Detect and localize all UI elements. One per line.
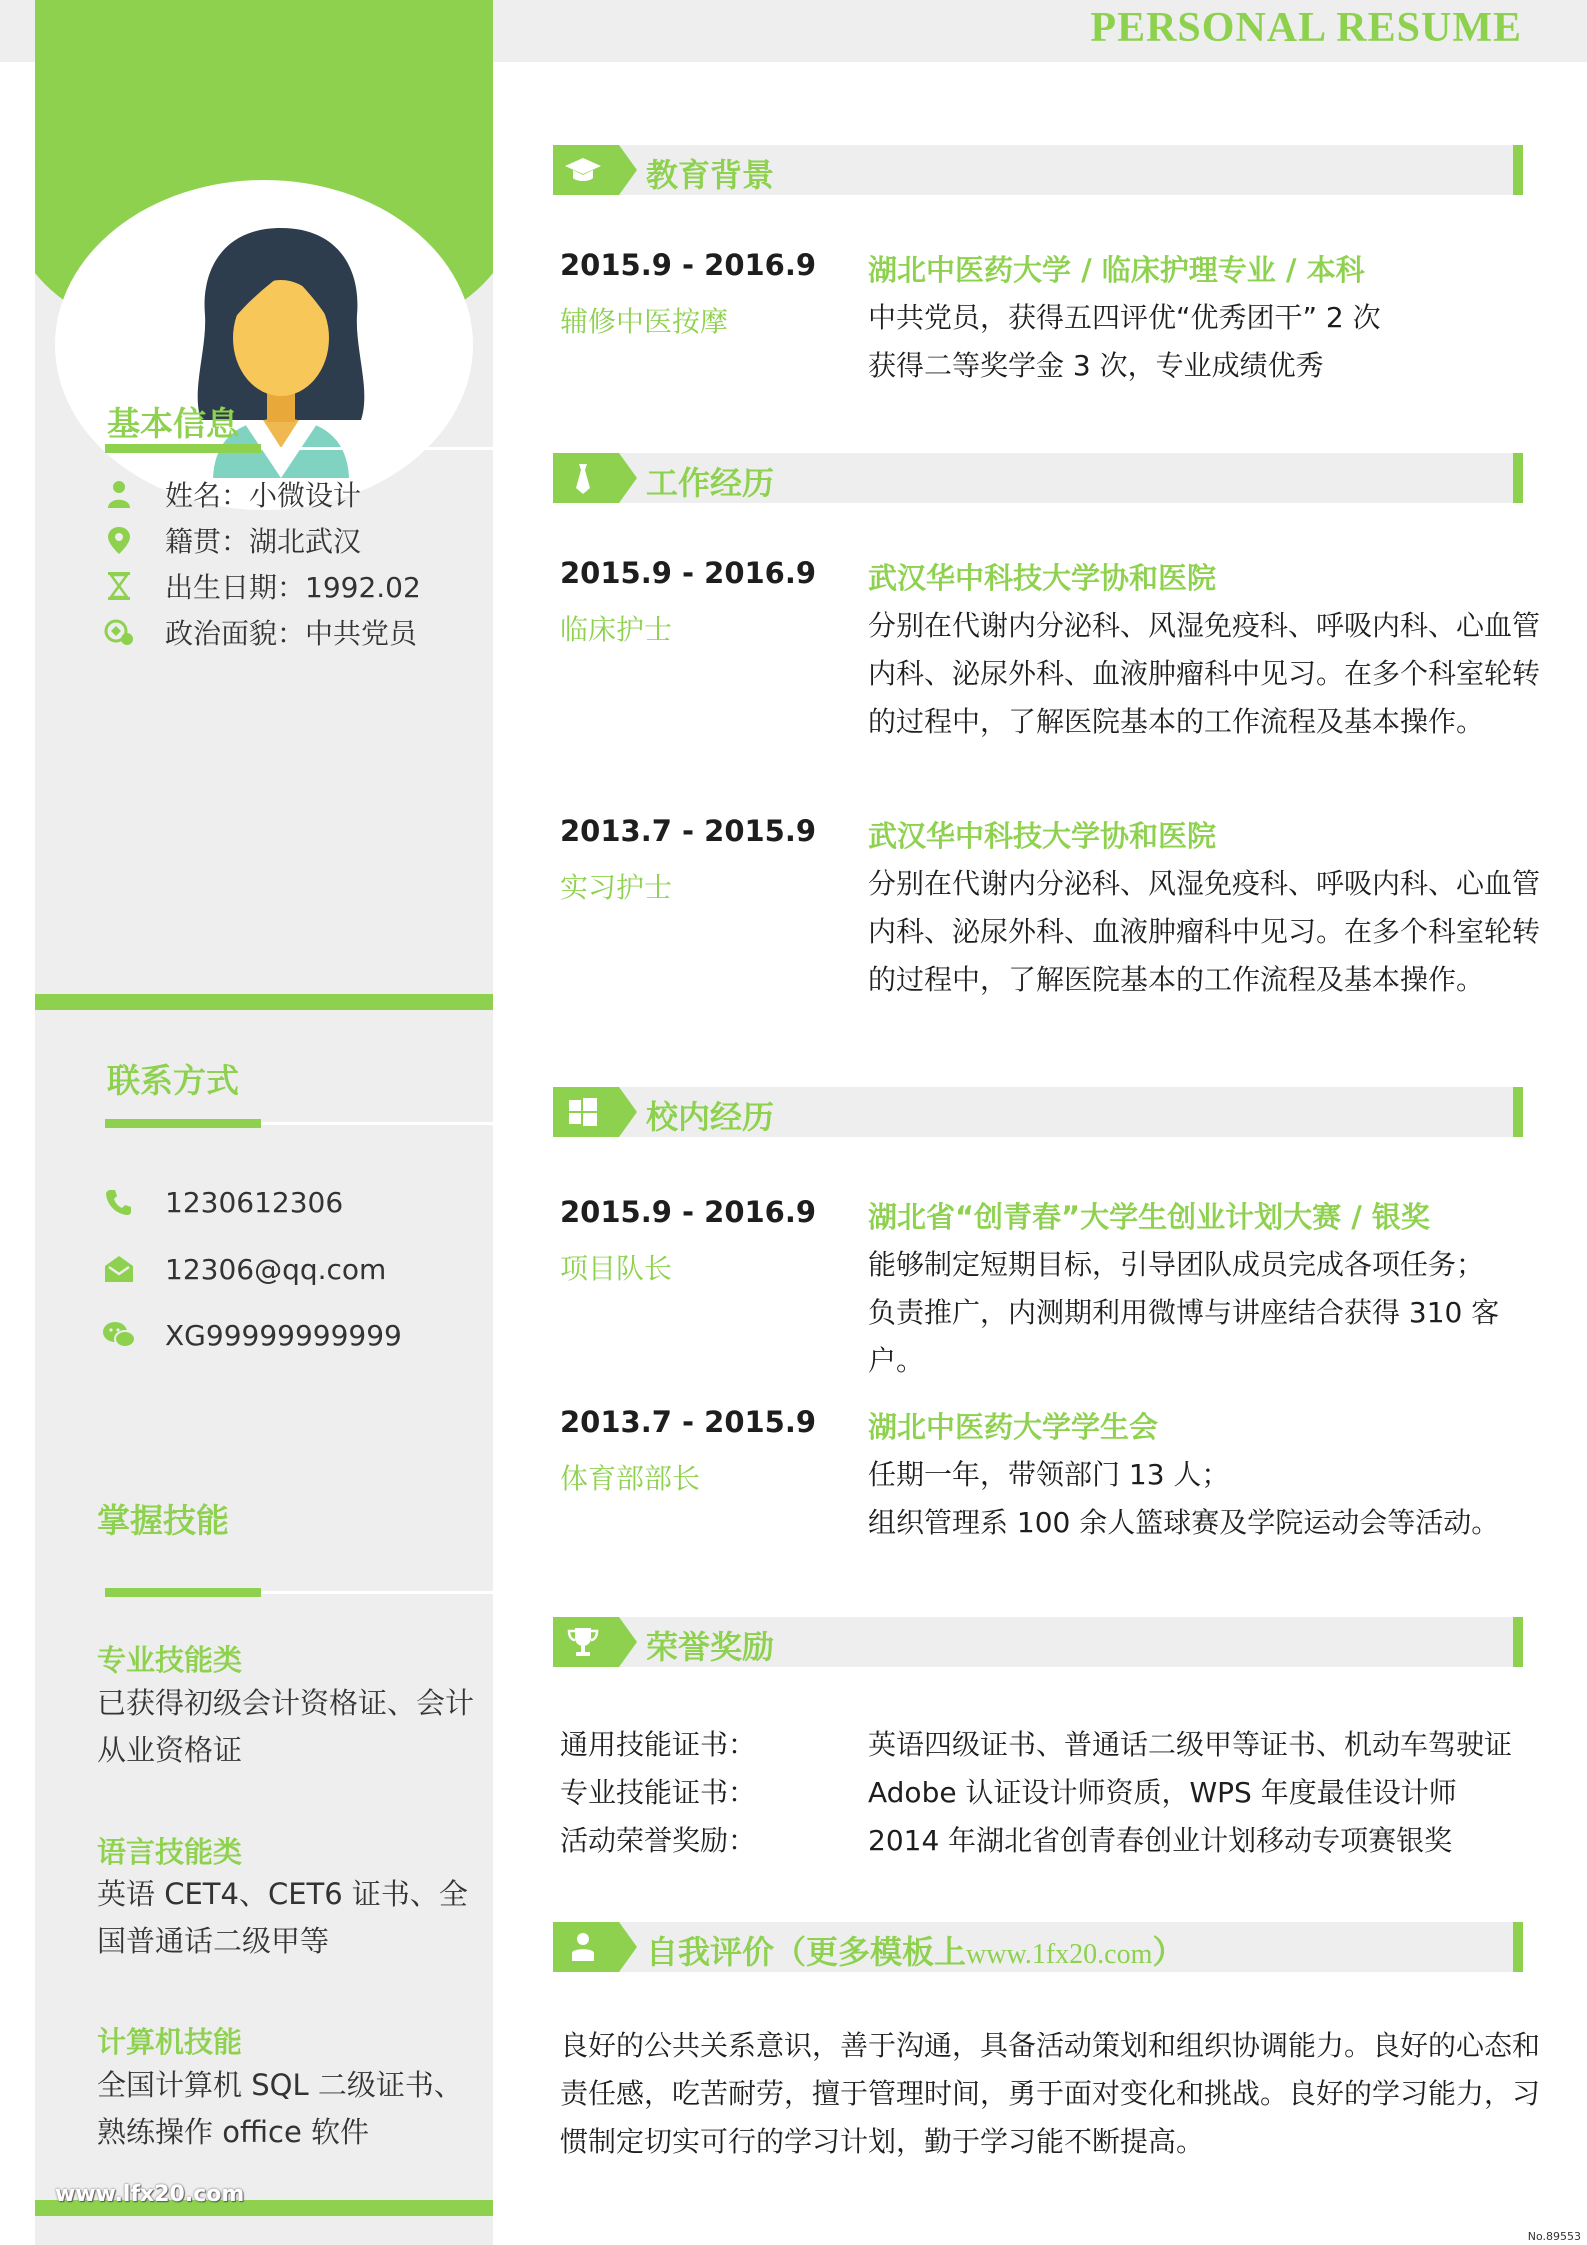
entry-desc-line: 的过程中，了解医院基本的工作流程及基本操作。 <box>868 705 1485 738</box>
info-name <box>97 472 361 516</box>
entry-desc-line: 负责推广，内测期利用微博与讲座结合获得 310 客户。 <box>868 1296 1500 1377</box>
entry-desc <box>868 860 1548 1004</box>
contact-phone-text: 1230612306 <box>165 1185 344 1219</box>
contact-email <box>97 1247 386 1291</box>
entry-date: 2013.7 - 2015.9 <box>560 1405 817 1439</box>
section-campus <box>553 1087 1523 1137</box>
tie-icon <box>563 458 603 498</box>
contact-wechat-text: XG99999999999 <box>165 1318 402 1352</box>
section-title-end: ） <box>1152 1933 1185 1971</box>
contact-email-text: 12306@qq.com <box>165 1252 387 1286</box>
hourglass-icon <box>97 564 141 608</box>
honor-value: 2014 年湖北省创青春创业计划移动专项赛银奖 <box>868 1824 1453 1857</box>
graduation-cap-icon <box>563 150 603 190</box>
contact-underline <box>105 1122 493 1125</box>
info-origin-text: 籍贯：湖北武汉 <box>165 525 362 558</box>
skills-heading: 掌握技能 <box>97 1501 229 1540</box>
entry-desc-line: 内科、泌尿外科、血液肿瘤科中见习。在多个科室轮转 <box>868 915 1541 948</box>
skill-group-title: 专业技能类 <box>97 1643 243 1677</box>
info-political <box>97 610 417 654</box>
entry-desc <box>868 602 1548 746</box>
entry-desc-line: 分别在代谢内分泌科、风湿免疫科、呼吸内科、心血管 <box>868 867 1541 900</box>
basic-info-heading: 基本信息 <box>107 404 239 443</box>
entry-desc-line: 的过程中，了解医院基本的工作流程及基本操作。 <box>868 963 1485 996</box>
contact-wechat <box>97 1313 402 1357</box>
entry-desc-line: 中共党员，获得五四评优“优秀团干” 2 次 <box>868 301 1381 334</box>
entry-date: 2015.9 - 2016.9 <box>560 248 817 282</box>
section-title: 荣誉奖励 <box>646 1628 775 1666</box>
entry-desc <box>868 294 1548 390</box>
section-title-text: 自我评价（更多模板上 <box>646 1933 967 1971</box>
entry-org: 武汉华中科技大学协和医院 <box>868 819 1217 853</box>
info-birth-text: 出生日期：1992.02 <box>165 571 421 604</box>
entry-org: 湖北中医药大学 / 临床护理专业 / 本科 <box>868 253 1365 287</box>
entry-desc-line: 能够制定短期目标，引导团队成员完成各项任务； <box>868 1248 1485 1281</box>
honor-key: 活动荣誉奖励： <box>560 1824 757 1857</box>
section-honors <box>553 1617 1523 1667</box>
windows-icon <box>563 1092 603 1132</box>
entry-desc <box>868 1241 1548 1385</box>
entry-desc-line: 组织管理系 100 余人篮球赛及学院运动会等活动。 <box>868 1506 1500 1539</box>
contact-phone <box>97 1180 343 1224</box>
entry-date: 2015.9 - 2016.9 <box>560 1195 817 1229</box>
entry-desc-line: 任期一年，带领部门 13 人； <box>868 1458 1230 1491</box>
entry-role: 临床护士 <box>560 613 673 646</box>
info-name-text: 姓名：小微设计 <box>165 479 362 512</box>
section-title: 工作经历 <box>646 464 775 502</box>
entry-role: 项目队长 <box>560 1252 673 1285</box>
skills-underline <box>105 1591 493 1594</box>
skill-group-title: 语言技能类 <box>97 1835 243 1869</box>
sidebar-divider-1 <box>35 994 493 1010</box>
person-icon <box>97 472 141 516</box>
skill-group-title: 计算机技能 <box>97 2025 243 2059</box>
party-icon <box>97 610 141 654</box>
honor-key: 通用技能证书： <box>560 1728 757 1761</box>
page-title: PERSONAL RESUME <box>1090 5 1522 51</box>
info-birth <box>97 564 421 608</box>
skill-group-text: 全国计算机 SQL 二级证书、熟练操作 office 软件 <box>97 2068 463 2149</box>
entry-role: 体育部部长 <box>560 1462 701 1495</box>
section-education <box>553 145 1523 195</box>
mail-icon <box>97 1247 141 1291</box>
section-title <box>646 1927 1184 1973</box>
entry-org: 湖北中医药大学学生会 <box>868 1410 1159 1444</box>
wechat-icon <box>97 1313 141 1357</box>
section-title: 教育背景 <box>646 156 775 194</box>
sidebar <box>35 0 493 2245</box>
entry-role: 辅修中医按摩 <box>560 305 729 338</box>
basic-info-underline <box>105 447 493 450</box>
honor-key: 专业技能证书： <box>560 1776 757 1809</box>
phone-icon <box>97 1180 141 1224</box>
skill-group-text: 英语 CET4、CET6 证书、全国普通话二级甲等 <box>97 1877 468 1958</box>
entry-date: 2015.9 - 2016.9 <box>560 556 817 590</box>
location-pin-icon <box>97 518 141 562</box>
self-evaluation-text: 良好的公共关系意识，善于沟通，具备活动策划和组织协调能力。良好的心态和责任感，吃苦耐劳，擅于管理时间，勇于面对变化和挑战。良好的学习能力，习惯制定切实可行的学习计划，勤于学习能不断提高。 <box>560 2029 1541 2158</box>
entry-desc-line: 内科、泌尿外科、血液肿瘤科中见习。在多个科室轮转 <box>868 657 1541 690</box>
entry-desc <box>868 1451 1548 1547</box>
person-badge-icon <box>563 1927 603 1967</box>
contact-heading: 联系方式 <box>107 1061 239 1100</box>
section-title: 校内经历 <box>646 1098 775 1136</box>
entry-role: 实习护士 <box>560 871 673 904</box>
entry-date: 2013.7 - 2015.9 <box>560 814 817 848</box>
watermark: www.lfx20.com <box>55 2182 245 2207</box>
entry-org: 湖北省“创青春”大学生创业计划大赛 / 银奖 <box>868 1200 1430 1234</box>
document-number: No.89553 <box>1527 2230 1581 2243</box>
info-origin <box>97 518 361 562</box>
section-title-link[interactable]: www.1fx20.com <box>966 1939 1153 1970</box>
entry-desc-line: 获得二等奖学金 3 次，专业成绩优秀 <box>868 349 1324 382</box>
skill-group-text: 已获得初级会计资格证、会计从业资格证 <box>97 1686 475 1767</box>
trophy-icon <box>563 1622 603 1662</box>
info-political-text: 政治面貌：中共党员 <box>165 617 418 650</box>
honor-value: 英语四级证书、普通话二级甲等证书、机动车驾驶证 <box>868 1728 1513 1761</box>
honor-value: Adobe 认证设计师资质，WPS 年度最佳设计师 <box>868 1776 1457 1809</box>
section-work <box>553 453 1523 503</box>
section-self <box>553 1922 1523 1972</box>
entry-org: 武汉华中科技大学协和医院 <box>868 561 1217 595</box>
entry-desc-line: 分别在代谢内分泌科、风湿免疫科、呼吸内科、心血管 <box>868 609 1541 642</box>
